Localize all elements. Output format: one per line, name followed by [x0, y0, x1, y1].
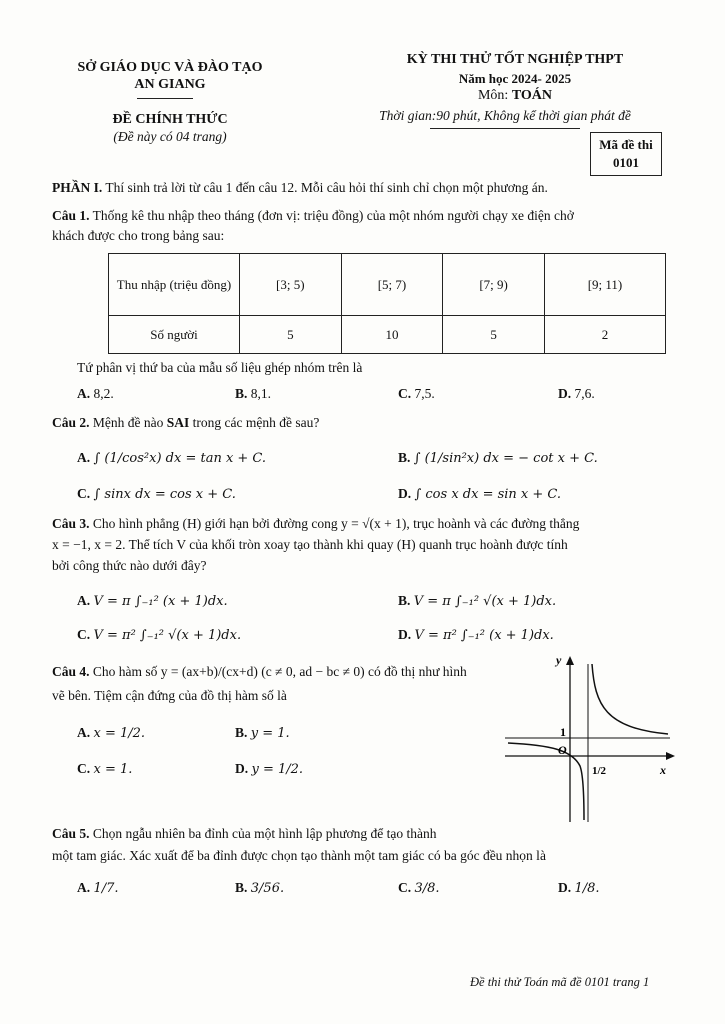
q5-text1: Chọn ngẫu nhiên ba đỉnh của một hình lập phương để tạo thành [89, 826, 437, 841]
option-letter: A. [77, 450, 91, 465]
table-row [109, 316, 666, 354]
curve-left-branch [508, 743, 584, 820]
exam-code-value: 0101 [613, 155, 639, 170]
option-text: ∫ (1/cos²x) dx = tan x + C. [93, 451, 267, 466]
q2-text-b: trong các mệnh đề sau? [189, 415, 320, 430]
q1-stem-line2: khách được cho trong bảng sau: [52, 228, 225, 243]
page-footer: Đề thi thử Toán mã đề 0101 trang 1 [470, 975, 650, 989]
q3-option-a[interactable] [77, 593, 228, 609]
q3-stem-line3: bởi công thức nào dưới đây? [52, 558, 207, 573]
option-letter: D. [558, 880, 572, 895]
option-text: 7,5. [414, 386, 435, 401]
option-letter: B. [235, 880, 248, 895]
option-text: 3/56. [250, 881, 285, 896]
option-letter: D. [398, 627, 412, 642]
x-tick-label: 1/2 [592, 765, 607, 777]
q1-stem-line1 [52, 208, 574, 224]
x-axis-arrow [666, 752, 675, 760]
q4-option-d[interactable] [235, 761, 303, 777]
option-text: ∫ sinx dx = cos x + C. [93, 487, 236, 502]
hyperbola-graph [500, 650, 680, 825]
option-text: 1/8. [574, 881, 600, 896]
q5-option-d[interactable] [558, 880, 600, 896]
option-text: V = π² ∫₋₁² (x + 1)dx. [414, 628, 554, 643]
y-axis-arrow [566, 656, 574, 665]
q1-prompt: Tứ phân vị thứ ba của mẫu số liệu ghép nhóm trên là [77, 360, 363, 375]
option-text: 7,6. [574, 386, 595, 401]
department-name: SỞ GIÁO DỤC VÀ ĐÀO TẠO [77, 60, 263, 75]
q4-text1: Cho hàm số y = (ax+b)/(cx+d) (c ≠ 0, ad − bc ≠ 0) có đồ thị như hình [89, 664, 467, 679]
table-cell: 2 [544, 316, 665, 354]
q4-stem-line2: vẽ bên. Tiệm cận đứng của đồ thị hàm số là [52, 688, 287, 703]
q3-option-d[interactable] [398, 627, 554, 643]
part1-label: PHẦN I. [52, 180, 103, 195]
table-cell: [7; 9) [443, 254, 545, 316]
q2-text-bold: SAI [166, 415, 190, 430]
q3-option-c[interactable] [77, 627, 241, 643]
table-cell: [9; 11) [544, 254, 665, 316]
option-text: x = 1/2. [93, 726, 146, 741]
option-text: ∫ (1/sin²x) dx = − cot x + C. [413, 451, 598, 466]
page-count-note: (Đề này có 04 trang) [113, 129, 227, 144]
exam-duration: Thời gian:90 phút, Không kể thời gian phát đề [379, 108, 631, 123]
exam-code-label: Mã đề thi [599, 137, 653, 152]
q5-stem-line2: một tam giác. Xác xuất để ba đỉnh được chọn tạo thành một tam giác có ba góc đều nhọn là [52, 848, 546, 863]
q1-option-c[interactable] [398, 386, 435, 402]
option-letter: B. [398, 593, 411, 608]
option-text: 8,2. [93, 386, 114, 401]
q1-label: Câu 1. [52, 208, 90, 223]
option-letter: C. [398, 880, 412, 895]
q4-option-b[interactable] [235, 725, 290, 741]
option-letter: B. [235, 386, 248, 401]
exam-code-box [590, 132, 662, 176]
q5-stem-line1 [52, 826, 437, 842]
q4-option-c[interactable] [77, 761, 132, 777]
official-label: ĐỀ CHÍNH THỨC [112, 112, 228, 127]
q2-label: Câu 2. [52, 415, 90, 430]
y-tick-label: 1 [560, 725, 566, 739]
table-cell: 5 [240, 316, 342, 354]
option-letter: C. [77, 761, 91, 776]
table-header-count: Số người [109, 316, 240, 354]
q5-option-b[interactable] [235, 880, 284, 896]
option-text: y = 1. [250, 726, 290, 741]
subject-label: Môn: [477, 88, 512, 103]
option-letter: B. [235, 725, 248, 740]
subject-line [350, 88, 680, 104]
q5-label: Câu 5. [52, 826, 90, 841]
table-cell: [5; 7) [341, 254, 443, 316]
option-letter: A. [77, 725, 91, 740]
table-row [109, 254, 666, 316]
q1-option-a[interactable] [77, 386, 114, 402]
curve-right-branch [592, 664, 668, 734]
q1-text1: Thống kê thu nhập theo tháng (đơn vị: triệu đồng) của một nhóm người chạy xe điện chở [89, 208, 574, 223]
option-letter: C. [77, 486, 91, 501]
table-header-income: Thu nhập (triệu đồng) [109, 254, 240, 316]
q3-stem-line1 [52, 516, 579, 532]
province-name: AN GIANG [134, 77, 206, 92]
option-text: 1/7. [93, 881, 119, 896]
q5-option-a[interactable] [77, 880, 119, 896]
option-text: 8,1. [250, 386, 272, 401]
q3-stem-line2: x = −1, x = 2. Thể tích V của khối tròn xoay tạo thành khi quay (H) quanh trục hoành được tính [52, 537, 568, 552]
q1-option-d[interactable] [558, 386, 595, 402]
q4-stem-line1 [52, 664, 467, 680]
income-table [108, 253, 666, 354]
table-cell: [3; 5) [240, 254, 342, 316]
q3-label: Câu 3. [52, 516, 90, 531]
q3-text1: Cho hình phẳng (H) giới hạn bởi đường cong y = √(x + 1), trục hoành và các đường thẳng [89, 516, 580, 531]
option-text: y = 1/2. [251, 762, 304, 777]
q3-option-b[interactable] [398, 593, 556, 609]
part1-instruction [52, 180, 548, 196]
option-text: V = π² ∫₋₁² √(x + 1)dx. [93, 628, 242, 643]
q2-option-c[interactable] [77, 486, 236, 502]
exam-title: KỲ THI THỬ TỐT NGHIỆP THPT [406, 52, 624, 67]
subject-value: TOÁN [511, 88, 553, 103]
option-letter: D. [398, 486, 412, 501]
part1-text: Thí sinh trả lời từ câu 1 đến câu 12. Mỗi câu hỏi thí sinh chỉ chọn một phương án. [102, 180, 548, 195]
q4-label: Câu 4. [52, 664, 90, 679]
q1-option-b[interactable] [235, 386, 271, 402]
option-letter: B. [398, 450, 411, 465]
option-letter: D. [235, 761, 249, 776]
q5-option-c[interactable] [398, 880, 440, 896]
x-axis-label: x [660, 763, 666, 777]
option-letter: C. [398, 386, 412, 401]
school-year: Năm học 2024- 2025 [458, 71, 572, 86]
option-text: V = π ∫₋₁² √(x + 1)dx. [413, 594, 557, 609]
option-letter: C. [77, 627, 91, 642]
q2-option-b[interactable] [398, 450, 598, 466]
header-right-rule [430, 128, 580, 129]
option-text: ∫ cos x dx = sin x + C. [414, 487, 562, 502]
option-text: V = π ∫₋₁² (x + 1)dx. [93, 594, 228, 609]
table-cell: 5 [443, 316, 545, 354]
q2-text-a: Mệnh đề nào [89, 415, 167, 430]
q2-stem [52, 415, 319, 431]
table-cell: 10 [341, 316, 443, 354]
option-text: x = 1. [93, 762, 133, 777]
option-letter: A. [77, 880, 91, 895]
origin-label: O [558, 743, 567, 757]
header-left-rule [137, 98, 193, 99]
y-axis-label: y [556, 653, 562, 667]
q2-option-a[interactable] [77, 450, 266, 466]
option-text: 3/8. [414, 881, 440, 896]
option-letter: A. [77, 593, 91, 608]
q2-option-d[interactable] [398, 486, 561, 502]
option-letter: D. [558, 386, 572, 401]
q4-option-a[interactable] [77, 725, 145, 741]
option-letter: A. [77, 386, 91, 401]
